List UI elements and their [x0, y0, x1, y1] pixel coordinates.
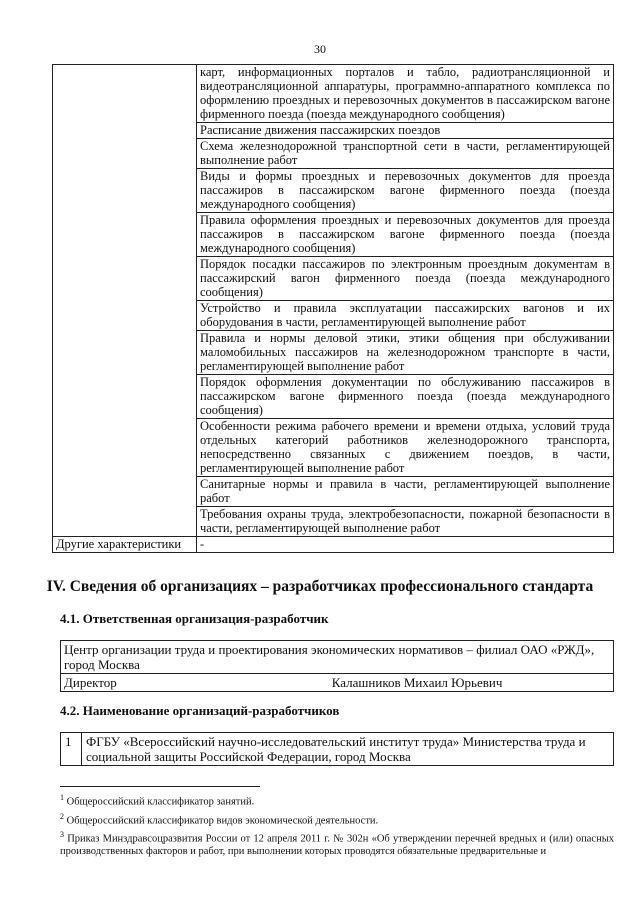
knowledge-item: Особенности режима рабочего времени и времени отдыха, условий труда отдельных категорий работников железнодорожного транспорта, непосредственно связанных с движением поездов, в части, регламентирующей выполнение работ	[197, 419, 614, 477]
knowledge-rows	[53, 65, 614, 553]
footnote	[60, 829, 614, 858]
director-row	[61, 674, 614, 692]
other-characteristics-value: -	[197, 537, 614, 553]
footnote	[60, 811, 614, 828]
developer-number: 1	[61, 733, 82, 766]
footnote-mark: 2	[60, 811, 64, 821]
footnotes	[60, 792, 614, 860]
developers-table	[60, 732, 614, 766]
knowledge-item: Устройство и правила эксплуатации пассажирских вагонов и их оборудования в части, регламентирующей выполнение работ	[197, 301, 614, 331]
developer-row	[61, 733, 614, 766]
footnote-mark: 1	[60, 793, 64, 802]
director-cell	[61, 674, 614, 692]
knowledge-item: Расписание движения пассажирских поездов	[197, 123, 614, 139]
footnote-text: Общероссийский классификатор видов экономической деятельности.	[66, 815, 379, 826]
footnote-mark: 3	[60, 830, 64, 839]
knowledge-item: Порядок оформления документации по обслуживанию пассажиров в пассажирском вагоне фирменного поезда (поезда международного сообщения)	[197, 375, 614, 419]
knowledge-item: Виды и формы проездных и перевозочных документов для проезда пассажиров в пассажирском вагоне фирменного поезда (поезда международного сообщения)	[197, 169, 614, 213]
responsible-org-row	[61, 641, 614, 674]
other-characteristics-label: Другие характеристики	[53, 537, 197, 553]
knowledge-table	[52, 64, 614, 553]
knowledge-item: Порядок посадки пассажиров по электронным проездным документам в пассажирский вагон фирменного поезда (поезда международного сообщения)	[197, 257, 614, 301]
footnote-text: Приказ Минздравсоцразвития России от 12 апреля 2011 г. № 302н «Об утверждении перечней вредных и (или) опасных производственных факторов и работ, при выполнении которых проводятся обязательные предварительные и	[60, 833, 615, 857]
knowledge-item: карт, информационных порталов и табло, радиотрансляционной и видеотрансляционной аппаратуры, программно-аппаратного комплекса по оформлению проездных и перевозочных документов в пассажирском вагоне фирменного поезда (поезда международного сообщения)	[197, 65, 614, 123]
footnote-text: Общероссийский классификатор занятий.	[66, 796, 255, 808]
knowledge-item: Правила оформления проездных и перевозочных документов для проезда пассажиров в пассажирском вагоне фирменного поезда (поезда международного сообщения)	[197, 213, 614, 257]
knowledge-item: Схема железнодорожной транспортной сети в части, регламентирующей выполнение работ	[197, 139, 614, 169]
responsible-org-table	[60, 640, 614, 692]
developer-name: ФГБУ «Всероссийский научно-исследовательский институт труда» Министерства труда и социальной защиты Российской Федерации, город Москва	[82, 733, 614, 766]
director-position: Директор	[64, 675, 117, 690]
director-name: Калашников Михаил Юрьевич	[331, 675, 503, 690]
responsible-org-heading: 4.1. Ответственная организация-разработчик	[60, 611, 329, 626]
section-heading: IV. Сведения об организациях – разработчиках профессионального стандарта	[46, 578, 594, 595]
knowledge-row	[53, 65, 614, 123]
knowledge-item: Санитарные нормы и правила в части, регламентирующей выполнение работ	[197, 477, 614, 507]
knowledge-item: Правила и нормы деловой этики, этики общения при обслуживании маломобильных пассажиров на железнодорожном транспорте в части, регламентирующей выполнение работ	[197, 331, 614, 375]
footnote	[60, 792, 614, 809]
page-number: 30	[314, 42, 326, 56]
responsible-org-name: Центр организации труда и проектирования экономических нормативов – филиал ОАО «РЖД», город Москва	[61, 641, 614, 674]
developers-heading: 4.2. Наименование организаций-разработчиков	[60, 703, 340, 718]
knowledge-label-cell	[53, 65, 197, 537]
other-characteristics-row	[53, 537, 614, 553]
knowledge-item: Требования охраны труда, электробезопасности, пожарной безопасности в части, регламентирующей выполнение работ	[197, 507, 614, 537]
footnote-rule	[60, 786, 260, 787]
